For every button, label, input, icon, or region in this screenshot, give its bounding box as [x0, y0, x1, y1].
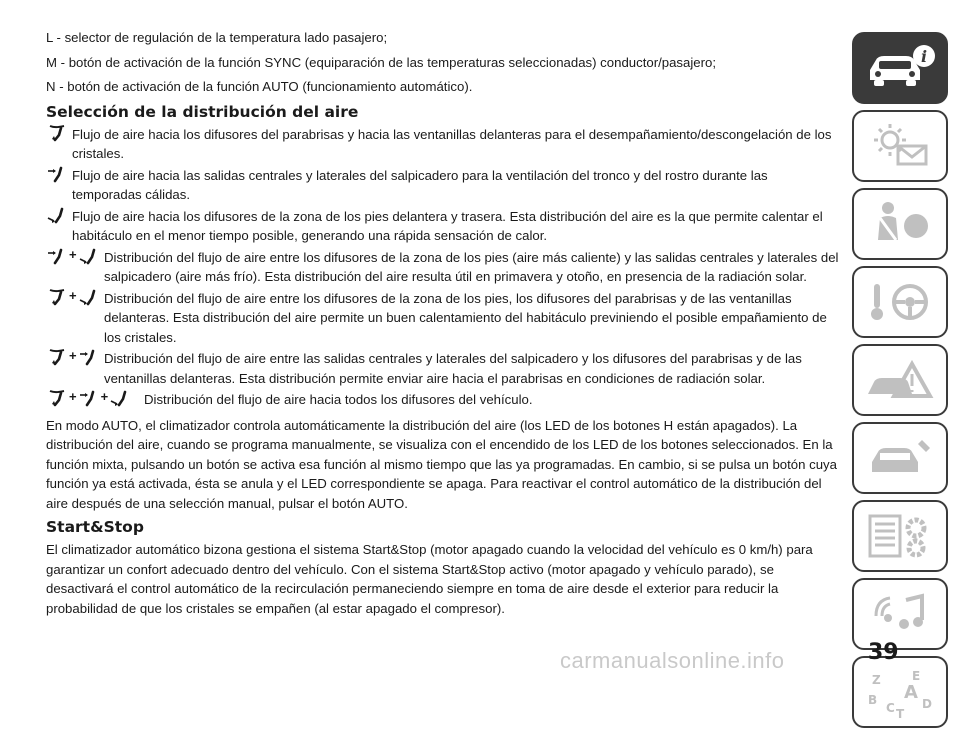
auto-mode-paragraph: En modo AUTO, el climatizador controla automáticamente la distribución del aire (los LED de los botones H están apagados). La distribución del aire, cuando se programa manualmente, se visualiza con el encendido de los LED de los botones seleccionados. En la función mixta, pulsando un botón se activa esa función al mismo tiempo que las ya programadas. En cambio, si se pulsa un botón cuya función ya está activada, ésta se anula y el LED correspondiente se apaga. Para reactivar el control automático de la distribución del aire después de una selección manual, pulsar el botón AUTO.: [46, 417, 837, 511]
intro-line-m: M - botón de activación de la función SYNC (equiparación de las temperaturas seleccionadas) conductor/pasajero;: [46, 54, 717, 70]
distribution-item-face-feet: [46, 248, 840, 287]
windshield-flow-icon: [46, 349, 68, 367]
index-letters-icon: [860, 664, 940, 720]
watermark: carmanualsonline.info: [560, 648, 785, 673]
distribution-item-text: Flujo de aire hacia las salidas centrales y laterales del salpicadero para la ventilación del tronco y del rostro durante las temporadas cálidas.: [72, 167, 768, 202]
index-letter: A: [904, 682, 918, 703]
face-vent-flow-icon: [78, 390, 100, 408]
distribution-item-text: Flujo de aire hacia los difusores del parabrisas y hacia las ventanillas delanteras para el desempañamiento/descongelación de los cristales.: [72, 126, 832, 161]
multimedia-icon: [860, 586, 940, 642]
feet-flow-icon: [78, 248, 100, 266]
seatbelt-airbag-icon: [860, 196, 940, 252]
plus-sign: +: [69, 348, 77, 363]
section-heading-start-stop: Start&Stop: [46, 518, 144, 536]
chapter-tabs: [852, 32, 948, 734]
tab-emergency[interactable]: [852, 344, 948, 416]
manual-page-content: [46, 28, 840, 623]
distribution-item-text: Distribución del flujo de aire entre los difusores de la zona de los pies, los difusores del parabrisas y de las ventanillas delanteras. Esta distribución del aire permite un buen calentamiento del habitáculo previniendo el posible empañamiento de los cristales.: [104, 290, 827, 345]
breakdown-triangle-icon: [860, 352, 940, 408]
face-vent-flow-icon: [78, 349, 100, 367]
key-steering-icon: [860, 274, 940, 330]
svg-text:i: i: [920, 47, 928, 66]
face-vent-flow-icon: [46, 166, 68, 184]
index-letter: T: [896, 707, 905, 720]
distribution-item-text: Flujo de aire hacia los difusores de la zona de los pies delantera y trasera. Esta distribución del aire es la que permite calentar el habitáculo en el menor tiempo posible, generando una rápida sensación de calor.: [72, 208, 823, 243]
plus-sign: +: [100, 389, 109, 404]
tab-maintenance[interactable]: [852, 422, 948, 494]
distribution-item-windshield: [46, 125, 840, 164]
distribution-item-text: Distribución del flujo de aire entre las salidas centrales y laterales del salpicadero y los difusores del parabrisas y de las ventanillas delanteras. Esta distribución permite enviar aire hacia el parabrisas en condiciones de radiación solar.: [104, 351, 802, 386]
intro-line-n: N - botón de activación de la función AUTO (funcionamiento automático).: [46, 79, 473, 94]
car-service-icon: [860, 430, 940, 486]
windshield-flow-icon: [46, 125, 68, 143]
distribution-item-windshield-feet: [46, 289, 840, 348]
warning-lights-icon: [860, 118, 940, 174]
plus-sign: +: [69, 246, 77, 262]
specs-gears-icon: [860, 508, 940, 564]
plus-sign: +: [69, 287, 77, 303]
distribution-item-text: Distribución del flujo de aire hacia todos los difusores del vehículo.: [144, 392, 533, 407]
index-letter: Z: [872, 673, 881, 687]
feet-flow-icon: [46, 207, 68, 225]
intro-line-l: L - selector de regulación de la temperatura lado pasajero;: [46, 30, 388, 45]
car-info-icon: [860, 40, 940, 96]
windshield-flow-icon: [46, 390, 68, 408]
index-letter: C: [886, 701, 895, 715]
tab-index[interactable]: [852, 656, 948, 728]
feet-flow-icon: [78, 289, 100, 307]
distribution-item-windshield-face: [46, 349, 840, 388]
tab-car-info[interactable]: [852, 32, 948, 104]
tab-safety[interactable]: [852, 188, 948, 260]
windshield-flow-icon: [46, 289, 68, 307]
face-vent-flow-icon: [46, 248, 68, 266]
start-stop-paragraph: El climatizador automático bizona gestiona el sistema Start&Stop (motor apagado cuando la velocidad del vehículo es 0 km/h) para garantizar un confort adecuado dentro del vehículo. Con el sistema Start&Stop activo (motor apagado y vehículo parado), se desactivará el control automático de la recirculación permaneciendo siempre en toma de aire desde el exterior para reducir la probabilidad de que los cristales se empañen (al estar apagado el compresor).: [46, 542, 813, 616]
index-letter: D: [922, 697, 932, 711]
tab-warning-lights[interactable]: [852, 110, 948, 182]
tab-specs[interactable]: [852, 500, 948, 572]
distribution-item-face: [46, 166, 840, 205]
tab-starting-driving[interactable]: [852, 266, 948, 338]
page-number: 39: [868, 640, 899, 665]
feet-flow-icon: [109, 390, 131, 408]
index-letter: E: [912, 669, 921, 683]
distribution-item-all: [46, 390, 840, 410]
index-letter: B: [868, 693, 878, 707]
section-heading-air-distribution: Selección de la distribución del aire: [46, 102, 359, 121]
tab-multimedia[interactable]: [852, 578, 948, 650]
plus-sign: +: [69, 389, 77, 404]
distribution-item-feet: [46, 207, 840, 246]
distribution-item-text: Distribución del flujo de aire entre los difusores de la zona de los pies (aire más caliente) y las salidas centrales y laterales del salpicadero (aire más frío). Esta distribución del aire resulta útil en primavera y otoño, en presencia de la radiación solar.: [104, 249, 839, 284]
